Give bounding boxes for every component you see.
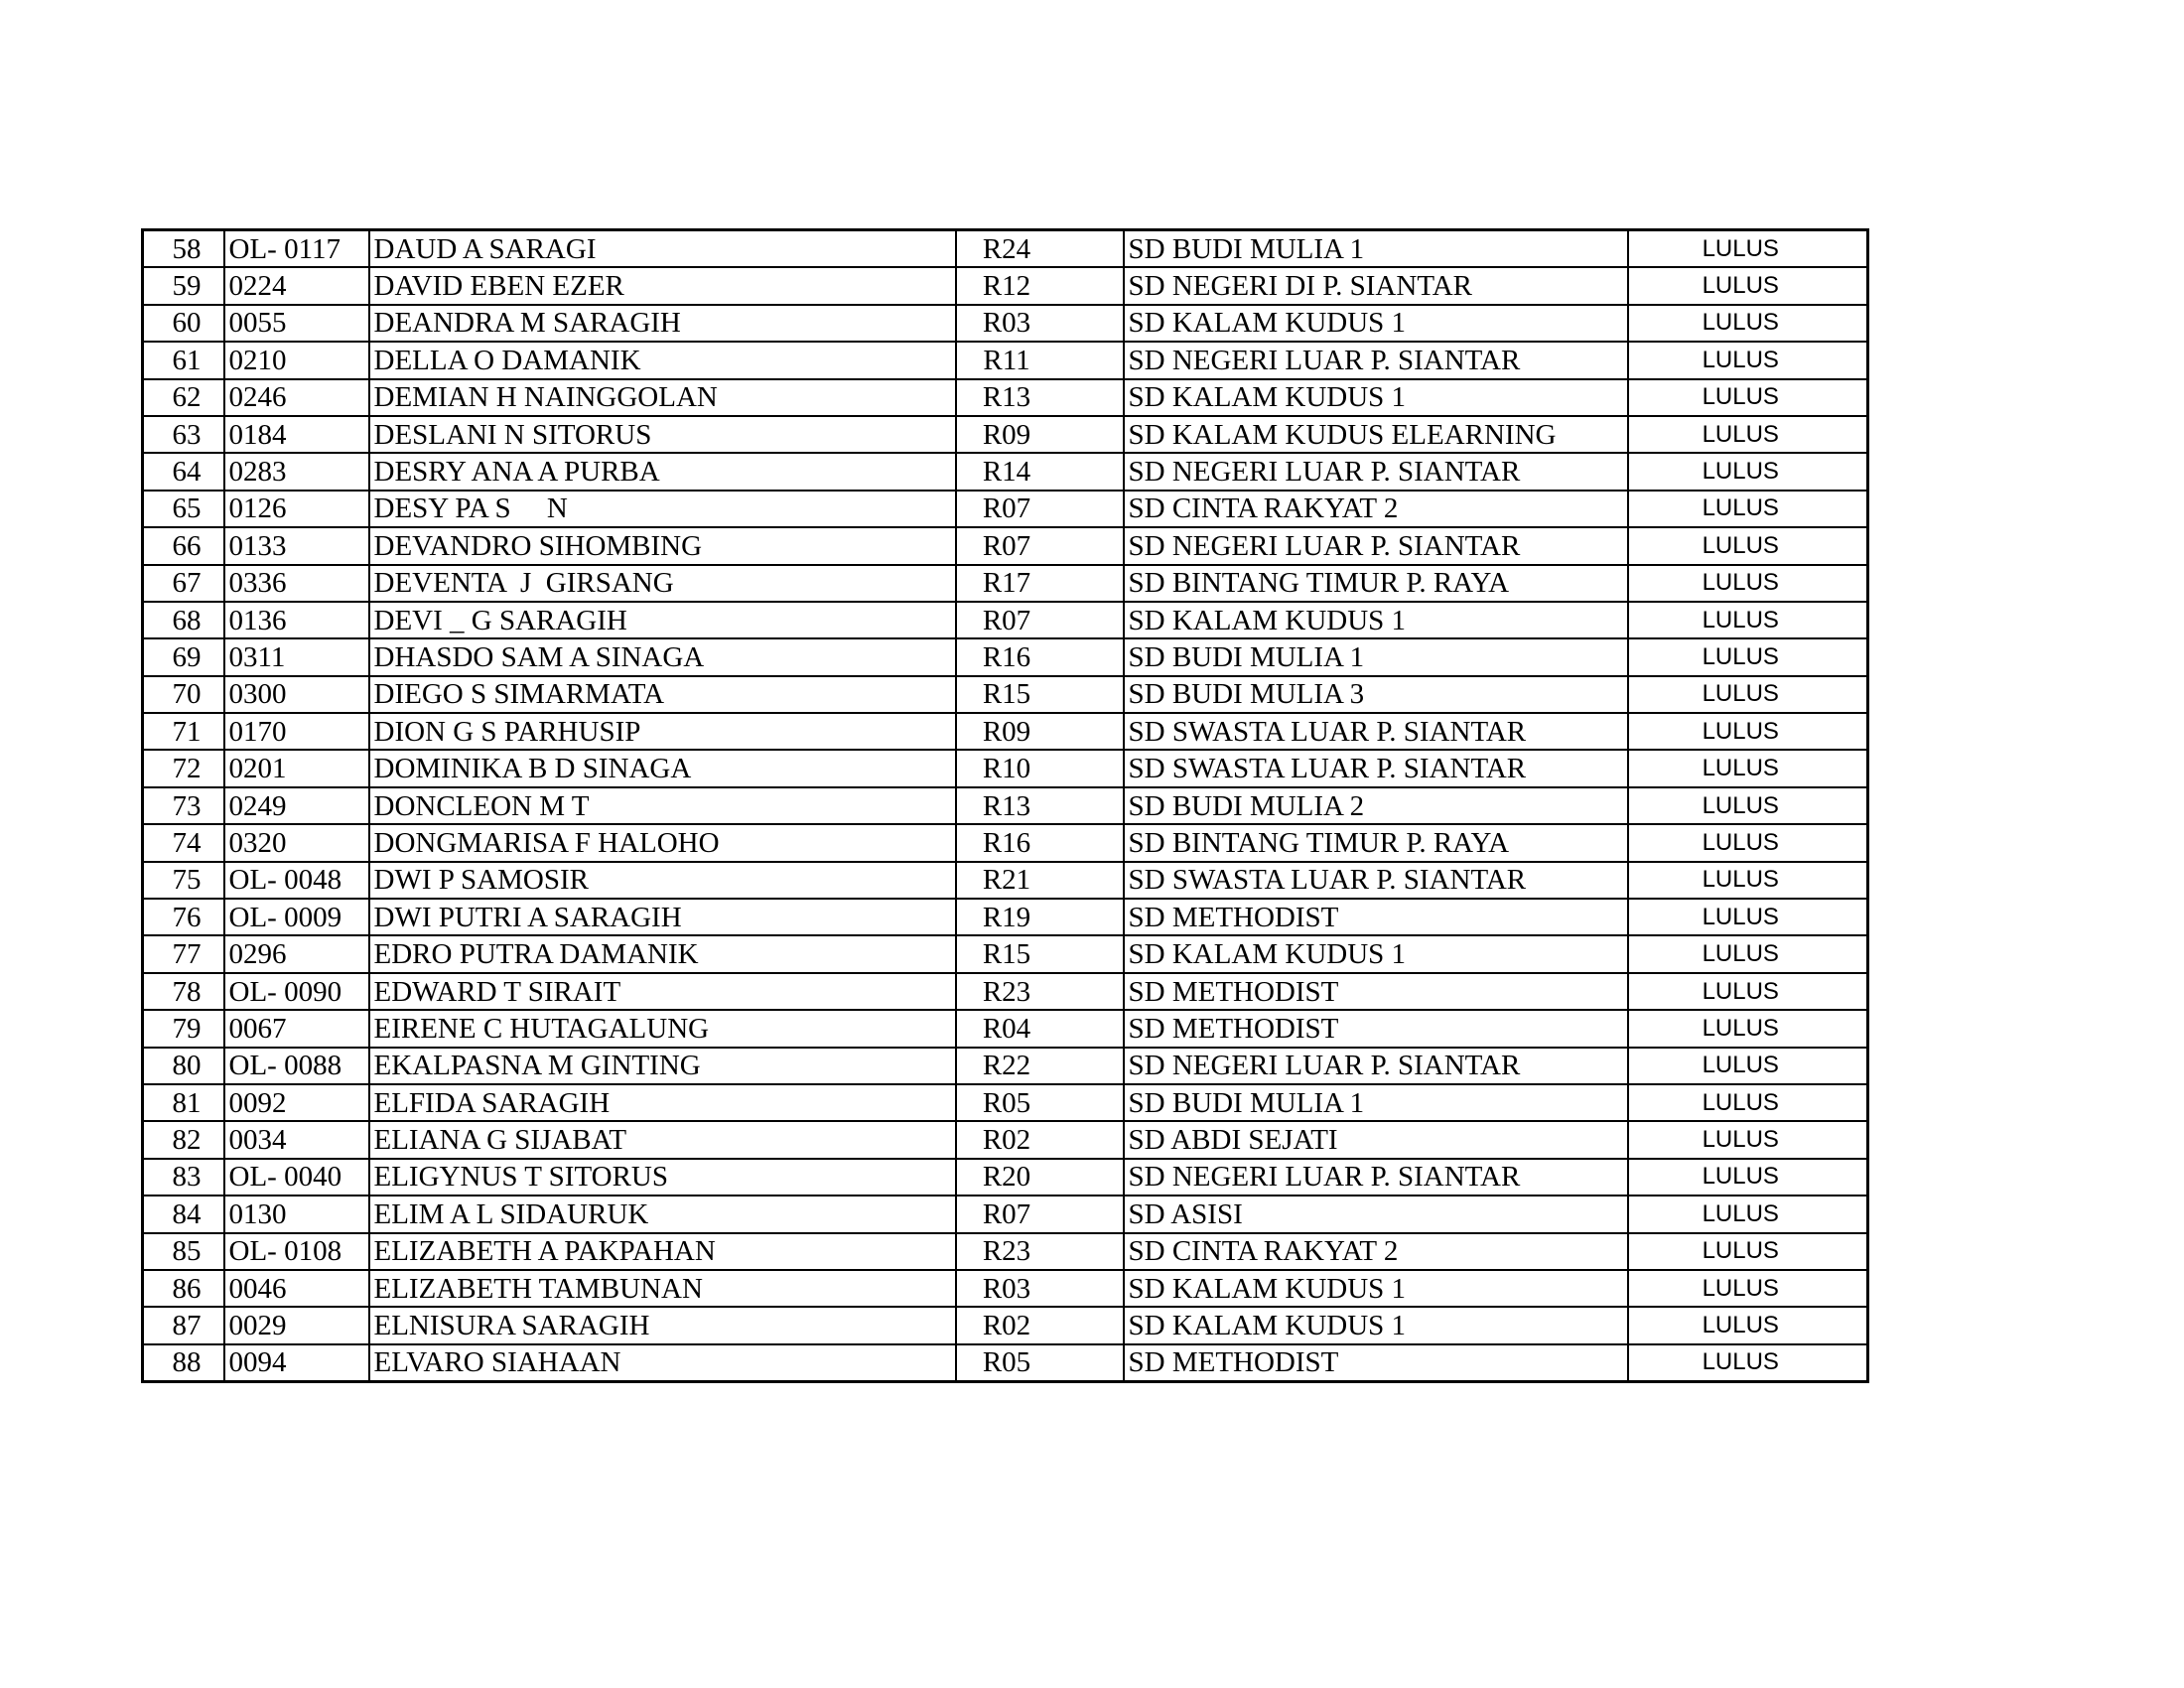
room-code: R07: [956, 1196, 1124, 1232]
student-name: DIEGO S SIMARMATA: [369, 676, 956, 713]
school-name: SD KALAM KUDUS 1: [1124, 935, 1628, 972]
student-name: DELLA O DAMANIK: [369, 342, 956, 378]
student-name: ELIZABETH TAMBUNAN: [369, 1270, 956, 1307]
status-label: LULUS: [1628, 1121, 1868, 1158]
status-label: LULUS: [1628, 230, 1868, 268]
table-row: [143, 824, 1868, 861]
student-name: DESRY ANA A PURBA: [369, 453, 956, 490]
participant-id: 0170: [224, 713, 369, 750]
row-number: 81: [143, 1084, 224, 1121]
status-label: LULUS: [1628, 491, 1868, 527]
school-name: SD BUDI MULIA 1: [1124, 230, 1628, 268]
room-code: R17: [956, 565, 1124, 602]
table-row: [143, 787, 1868, 824]
school-name: SD NEGERI LUAR P. SIANTAR: [1124, 342, 1628, 378]
room-code: R22: [956, 1048, 1124, 1084]
school-name: SD NEGERI DI P. SIANTAR: [1124, 267, 1628, 304]
row-number: 70: [143, 676, 224, 713]
status-label: LULUS: [1628, 1307, 1868, 1343]
table-row: [143, 1307, 1868, 1343]
row-number: 64: [143, 453, 224, 490]
school-name: SD NEGERI LUAR P. SIANTAR: [1124, 1048, 1628, 1084]
room-code: R15: [956, 676, 1124, 713]
school-name: SD SWASTA LUAR P. SIANTAR: [1124, 862, 1628, 899]
status-label: LULUS: [1628, 973, 1868, 1010]
participant-id: 0136: [224, 602, 369, 638]
school-name: SD BINTANG TIMUR P. RAYA: [1124, 824, 1628, 861]
room-code: R14: [956, 453, 1124, 490]
status-label: LULUS: [1628, 1270, 1868, 1307]
student-name: DEMIAN H NAINGGOLAN: [369, 379, 956, 416]
school-name: SD CINTA RAKYAT 2: [1124, 1233, 1628, 1270]
status-label: LULUS: [1628, 1048, 1868, 1084]
status-label: LULUS: [1628, 750, 1868, 786]
school-name: SD CINTA RAKYAT 2: [1124, 491, 1628, 527]
table-row: [143, 750, 1868, 786]
participant-id: 0034: [224, 1121, 369, 1158]
status-label: LULUS: [1628, 1010, 1868, 1047]
student-name: DWI PUTRI A SARAGIH: [369, 899, 956, 935]
student-name: DESLANI N SITORUS: [369, 416, 956, 453]
table-row: [143, 342, 1868, 378]
room-code: R16: [956, 638, 1124, 675]
student-name: DOMINIKA B D SINAGA: [369, 750, 956, 786]
room-code: R15: [956, 935, 1124, 972]
table-row: [143, 1196, 1868, 1232]
row-number: 77: [143, 935, 224, 972]
student-name: EDWARD T SIRAIT: [369, 973, 956, 1010]
row-number: 58: [143, 230, 224, 268]
table-row: [143, 973, 1868, 1010]
row-number: 60: [143, 305, 224, 342]
room-code: R02: [956, 1307, 1124, 1343]
room-code: R04: [956, 1010, 1124, 1047]
room-code: R23: [956, 1233, 1124, 1270]
school-name: SD NEGERI LUAR P. SIANTAR: [1124, 527, 1628, 564]
student-name: DAUD A SARAGI: [369, 230, 956, 268]
participant-id: OL- 0090: [224, 973, 369, 1010]
student-name: DONCLEON M T: [369, 787, 956, 824]
student-name: ELIANA G SIJABAT: [369, 1121, 956, 1158]
status-label: LULUS: [1628, 935, 1868, 972]
student-name: DEVI _ G SARAGIH: [369, 602, 956, 638]
school-name: SD METHODIST: [1124, 1010, 1628, 1047]
participant-id: 0336: [224, 565, 369, 602]
status-label: LULUS: [1628, 899, 1868, 935]
results-table: [141, 228, 1869, 1383]
student-name: DHASDO SAM A SINAGA: [369, 638, 956, 675]
row-number: 66: [143, 527, 224, 564]
status-label: LULUS: [1628, 602, 1868, 638]
participant-id: 0067: [224, 1010, 369, 1047]
school-name: SD ASISI: [1124, 1196, 1628, 1232]
status-label: LULUS: [1628, 1159, 1868, 1196]
participant-id: 0126: [224, 491, 369, 527]
status-label: LULUS: [1628, 342, 1868, 378]
participant-id: 0201: [224, 750, 369, 786]
school-name: SD BUDI MULIA 1: [1124, 1084, 1628, 1121]
participant-id: 0130: [224, 1196, 369, 1232]
table-row: [143, 267, 1868, 304]
row-number: 82: [143, 1121, 224, 1158]
status-label: LULUS: [1628, 527, 1868, 564]
participant-id: OL- 0108: [224, 1233, 369, 1270]
room-code: R07: [956, 527, 1124, 564]
room-code: R03: [956, 1270, 1124, 1307]
participant-id: 0094: [224, 1344, 369, 1382]
row-number: 84: [143, 1196, 224, 1232]
school-name: SD BUDI MULIA 2: [1124, 787, 1628, 824]
participant-id: OL- 0040: [224, 1159, 369, 1196]
row-number: 88: [143, 1344, 224, 1382]
table-row: [143, 1159, 1868, 1196]
table-row: [143, 713, 1868, 750]
table-row: [143, 565, 1868, 602]
table-row: [143, 1084, 1868, 1121]
student-name: DEANDRA M SARAGIH: [369, 305, 956, 342]
school-name: SD METHODIST: [1124, 973, 1628, 1010]
room-code: R07: [956, 602, 1124, 638]
status-label: LULUS: [1628, 824, 1868, 861]
table-row: [143, 527, 1868, 564]
student-name: ELIGYNUS T SITORUS: [369, 1159, 956, 1196]
school-name: SD SWASTA LUAR P. SIANTAR: [1124, 750, 1628, 786]
student-name: EIRENE C HUTAGALUNG: [369, 1010, 956, 1047]
participant-id: OL- 0009: [224, 899, 369, 935]
participant-id: OL- 0048: [224, 862, 369, 899]
school-name: SD METHODIST: [1124, 1344, 1628, 1382]
table-row: [143, 1048, 1868, 1084]
student-name: ELIM A L SIDAURUK: [369, 1196, 956, 1232]
room-code: R12: [956, 267, 1124, 304]
table-row: [143, 935, 1868, 972]
results-table-body: [143, 230, 1868, 1382]
table-row: [143, 1121, 1868, 1158]
room-code: R13: [956, 379, 1124, 416]
status-label: LULUS: [1628, 453, 1868, 490]
room-code: R13: [956, 787, 1124, 824]
table-row: [143, 638, 1868, 675]
student-name: EDRO PUTRA DAMANIK: [369, 935, 956, 972]
row-number: 62: [143, 379, 224, 416]
school-name: SD BUDI MULIA 3: [1124, 676, 1628, 713]
table-row: [143, 305, 1868, 342]
status-label: LULUS: [1628, 1084, 1868, 1121]
status-label: LULUS: [1628, 1196, 1868, 1232]
row-number: 59: [143, 267, 224, 304]
status-label: LULUS: [1628, 565, 1868, 602]
row-number: 69: [143, 638, 224, 675]
room-code: R09: [956, 416, 1124, 453]
participant-id: 0184: [224, 416, 369, 453]
school-name: SD KALAM KUDUS 1: [1124, 1270, 1628, 1307]
student-name: EKALPASNA M GINTING: [369, 1048, 956, 1084]
table-row: [143, 1010, 1868, 1047]
participant-id: 0092: [224, 1084, 369, 1121]
school-name: SD KALAM KUDUS 1: [1124, 1307, 1628, 1343]
table-row: [143, 1233, 1868, 1270]
row-number: 67: [143, 565, 224, 602]
status-label: LULUS: [1628, 305, 1868, 342]
row-number: 76: [143, 899, 224, 935]
table-row: [143, 602, 1868, 638]
row-number: 68: [143, 602, 224, 638]
participant-id: 0210: [224, 342, 369, 378]
table-row: [143, 379, 1868, 416]
participant-id: OL- 0117: [224, 230, 369, 268]
student-name: DESY PA S N: [369, 491, 956, 527]
room-code: R24: [956, 230, 1124, 268]
room-code: R16: [956, 824, 1124, 861]
school-name: SD KALAM KUDUS 1: [1124, 305, 1628, 342]
table-row: [143, 676, 1868, 713]
table-row: [143, 1344, 1868, 1382]
status-label: LULUS: [1628, 416, 1868, 453]
school-name: SD KALAM KUDUS ELEARNING: [1124, 416, 1628, 453]
row-number: 79: [143, 1010, 224, 1047]
room-code: R10: [956, 750, 1124, 786]
school-name: SD NEGERI LUAR P. SIANTAR: [1124, 1159, 1628, 1196]
table-row: [143, 230, 1868, 268]
room-code: R07: [956, 491, 1124, 527]
participant-id: OL- 0088: [224, 1048, 369, 1084]
room-code: R05: [956, 1344, 1124, 1382]
student-name: DEVENTA J GIRSANG: [369, 565, 956, 602]
table-row: [143, 1270, 1868, 1307]
room-code: R05: [956, 1084, 1124, 1121]
student-name: ELVARO SIAHAAN: [369, 1344, 956, 1382]
student-name: DION G S PARHUSIP: [369, 713, 956, 750]
participant-id: 0055: [224, 305, 369, 342]
row-number: 63: [143, 416, 224, 453]
school-name: SD METHODIST: [1124, 899, 1628, 935]
table-row: [143, 416, 1868, 453]
school-name: SD SWASTA LUAR P. SIANTAR: [1124, 713, 1628, 750]
row-number: 80: [143, 1048, 224, 1084]
room-code: R19: [956, 899, 1124, 935]
row-number: 65: [143, 491, 224, 527]
student-name: DWI P SAMOSIR: [369, 862, 956, 899]
row-number: 61: [143, 342, 224, 378]
room-code: R02: [956, 1121, 1124, 1158]
status-label: LULUS: [1628, 862, 1868, 899]
row-number: 73: [143, 787, 224, 824]
participant-id: 0311: [224, 638, 369, 675]
table-row: [143, 491, 1868, 527]
status-label: LULUS: [1628, 379, 1868, 416]
participant-id: 0300: [224, 676, 369, 713]
student-name: ELIZABETH A PAKPAHAN: [369, 1233, 956, 1270]
status-label: LULUS: [1628, 787, 1868, 824]
room-code: R23: [956, 973, 1124, 1010]
school-name: SD BINTANG TIMUR P. RAYA: [1124, 565, 1628, 602]
participant-id: 0320: [224, 824, 369, 861]
room-code: R09: [956, 713, 1124, 750]
status-label: LULUS: [1628, 676, 1868, 713]
school-name: SD KALAM KUDUS 1: [1124, 379, 1628, 416]
student-name: DAVID EBEN EZER: [369, 267, 956, 304]
table-row: [143, 453, 1868, 490]
row-number: 75: [143, 862, 224, 899]
school-name: SD KALAM KUDUS 1: [1124, 602, 1628, 638]
participant-id: 0283: [224, 453, 369, 490]
school-name: SD NEGERI LUAR P. SIANTAR: [1124, 453, 1628, 490]
room-code: R03: [956, 305, 1124, 342]
participant-id: 0029: [224, 1307, 369, 1343]
table-row: [143, 899, 1868, 935]
participant-id: 0246: [224, 379, 369, 416]
row-number: 72: [143, 750, 224, 786]
participant-id: 0046: [224, 1270, 369, 1307]
row-number: 86: [143, 1270, 224, 1307]
room-code: R21: [956, 862, 1124, 899]
student-name: DONGMARISA F HALOHO: [369, 824, 956, 861]
row-number: 74: [143, 824, 224, 861]
school-name: SD BUDI MULIA 1: [1124, 638, 1628, 675]
participant-id: 0249: [224, 787, 369, 824]
student-name: DEVANDRO SIHOMBING: [369, 527, 956, 564]
participant-id: 0296: [224, 935, 369, 972]
room-code: R20: [956, 1159, 1124, 1196]
room-code: R11: [956, 342, 1124, 378]
student-name: ELNISURA SARAGIH: [369, 1307, 956, 1343]
row-number: 87: [143, 1307, 224, 1343]
status-label: LULUS: [1628, 713, 1868, 750]
participant-id: 0224: [224, 267, 369, 304]
row-number: 85: [143, 1233, 224, 1270]
participant-id: 0133: [224, 527, 369, 564]
row-number: 71: [143, 713, 224, 750]
table-row: [143, 862, 1868, 899]
row-number: 83: [143, 1159, 224, 1196]
status-label: LULUS: [1628, 1344, 1868, 1382]
school-name: SD ABDI SEJATI: [1124, 1121, 1628, 1158]
status-label: LULUS: [1628, 267, 1868, 304]
status-label: LULUS: [1628, 1233, 1868, 1270]
row-number: 78: [143, 973, 224, 1010]
student-name: ELFIDA SARAGIH: [369, 1084, 956, 1121]
status-label: LULUS: [1628, 638, 1868, 675]
